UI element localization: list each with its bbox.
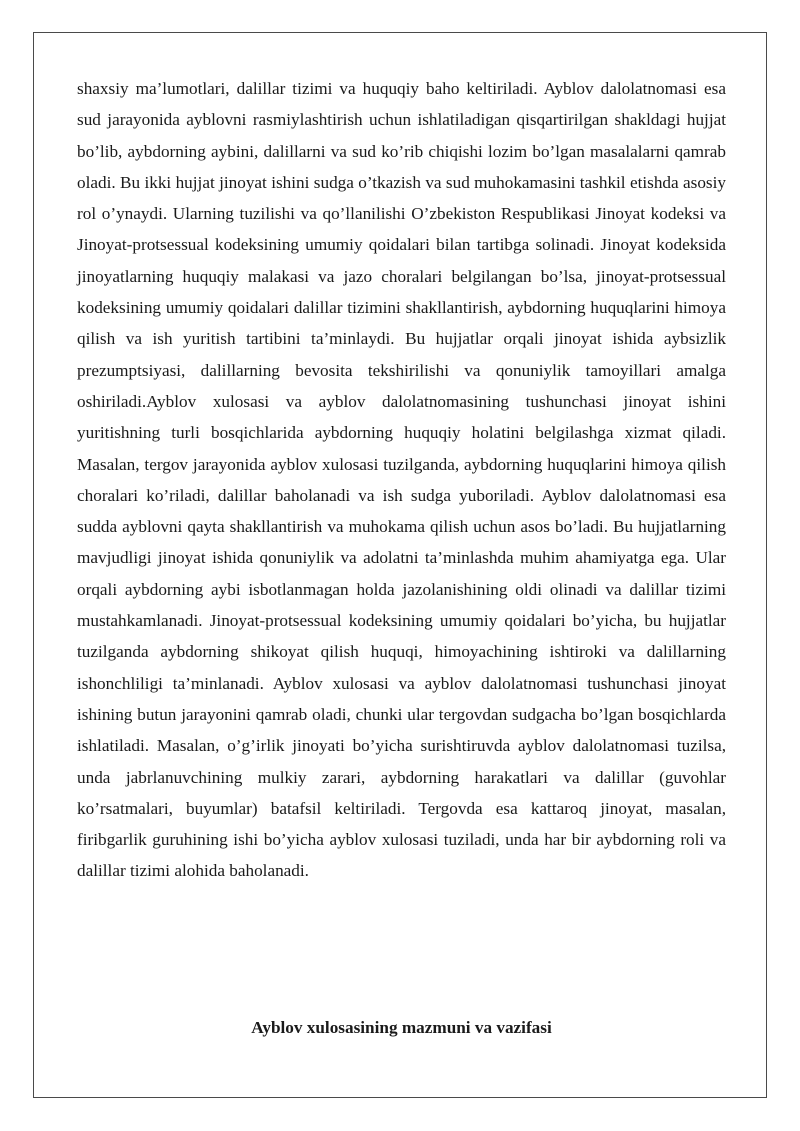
- section-heading: Ayblov xulosasining mazmuni va vazifasi: [251, 1018, 552, 1037]
- body-paragraph: shaxsiy ma’lumotlari, dalillar tizimi va huquqiy baho keltiriladi. Ayblov dalolatnomasi esa sud jarayonida ayblovni rasmiylashtirish uchun ishlatiladigan qisqartirilgan shakldagi hujjat bo’lib, aybdorning aybini, dalillarni va sud ko’rib chiqishi lozim bo’lgan masalalarni qamrab oladi. Bu ikki hujjat jinoyat ishini sudga o’tkazish va sud muhokamasini tashkil etishda asosiy rol o’ynaydi. Ularning tuzilishi va qo’llanilishi O’zbekiston Respublikasi Jinoyat kodeksi va Jinoyat-protsessual kodeksining umumiy qoidalari bilan tartibga solinadi. Jinoyat kodeksida jinoyatlarning huquqiy malakasi va jazo choralari belgilangan bo’lsa, jinoyat-protsessual kodeksining umumiy qoidalari dalillar tizimini shakllantirish, aybdorning huquqlarini himoya qilish va ish yuritish tartibini ta’minlaydi. Bu hujjatlar orqali jinoyat ishida aybsizlik prezumptsiyasi, dalillarning bevosita tekshirilishi va qonuniylik tamoyillari amalga oshiriladi.Ayblov xulosasi va ayblov dalolatnomasining tushunchasi jinoyat ishini yuritishning turli bosqichlarida aybdorning huquqiy holatini belgilashga xizmat qiladi. Masalan, tergov jarayonida ayblov xulosasi tuzilganda, aybdorning huquqlarini himoya qilish choralari ko’riladi, dalillar baholanadi va ish sudga yuboriladi. Ayblov dalolatnomasi esa sudda ayblovni qayta shakllantirish va muhokama qilish uchun asos bo’ladi. Bu hujjatlarning mavjudligi jinoyat ishida qonuniylik va adolatni ta’minlashda muhim ahamiyatga ega. Ular orqali aybdorning aybi isbotlanmagan holda jazolanishining oldi olinadi va dalillar tizimi mustahkamlanadi. Jinoyat-protsessual kodeksining umumiy qoidalari bo’yicha, bu hujjatlar tuzilganda aybdorning shikoyat qilish huquqi, himoyachining ishtiroki va dalillarning ishonchliligi ta’minlanadi. Ayblov xulosasi va ayblov dalolatnomasi tushunchasi jinoyat ishining butun jarayonini qamrab oladi, chunki ular tergovdan sudgacha bo’lgan bosqichlarda ishlatiladi. Masalan, o’g’irlik jinoyati bo’yicha surishtiruvda ayblov dalolatnomasi tuzilsa, unda jabrlanuvchining mulkiy zarari, aybdorning harakatlari va dalillar (guvohlar ko’rsatmalari, buyumlar) batafsil keltiriladi. Tergovda esa kattaroq jinoyat, masalan, firibgarlik guruhining ishi bo’yicha ayblov xulosasi tuziladi, unda har bir aybdorning roli va dalillar tizimi alohida baholanadi.: [77, 79, 726, 881]
